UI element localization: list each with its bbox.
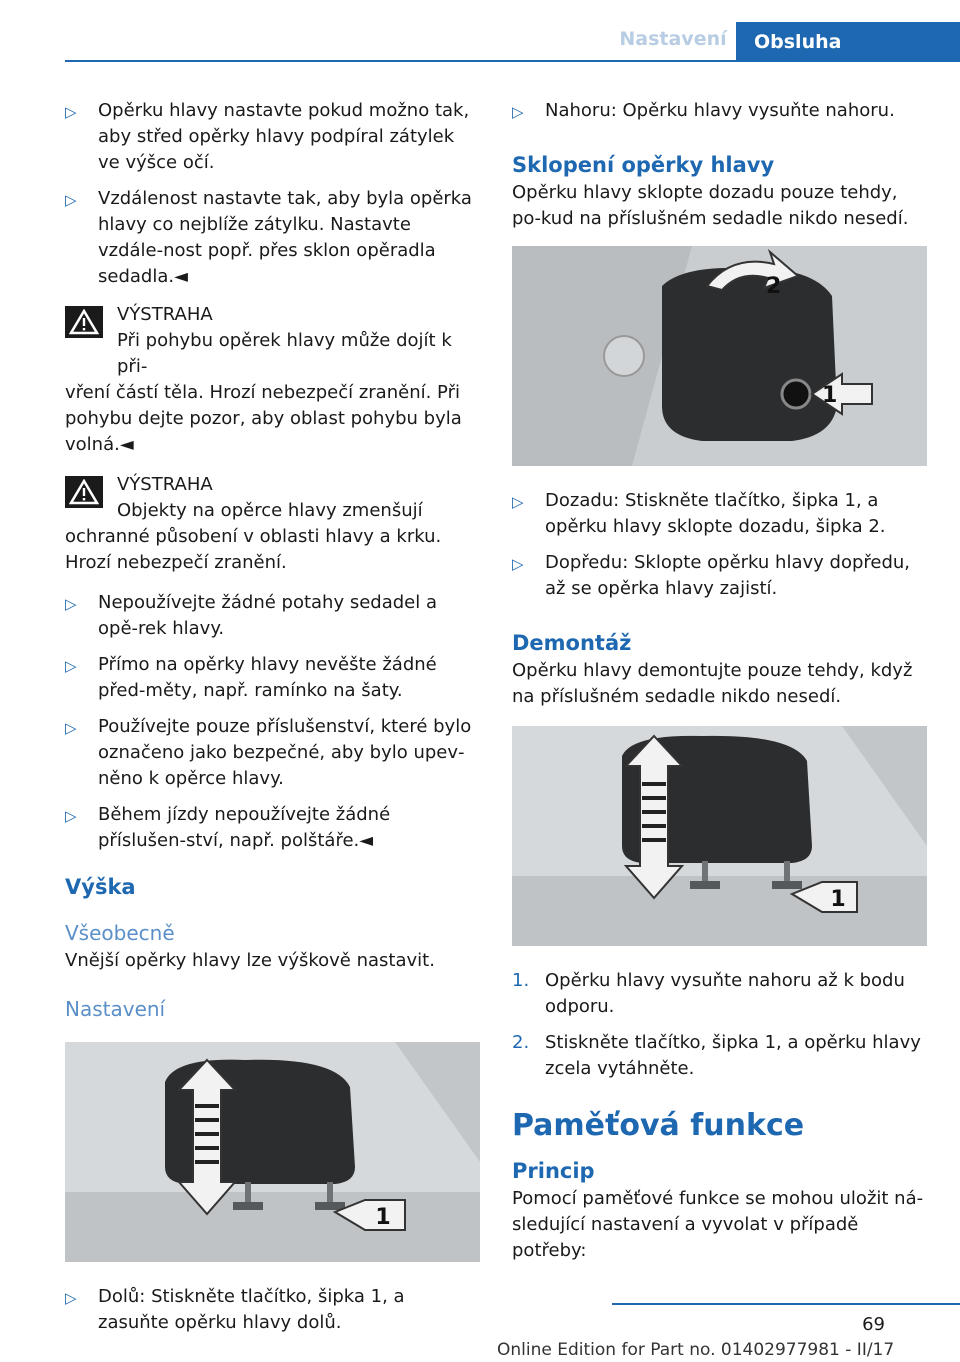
tab-section-nastaveni[interactable]: Nastavení — [619, 28, 727, 50]
paragraph-sklopeni: Opěrku hlavy sklopte dozadu pouze tehdy, po‐kud na příslušném sedadle nikdo nesedí. — [512, 182, 909, 229]
list-item: ▷ Během jízdy nepoužívejte žádné příslušen‐ství, např. polštáře.◄ — [65, 804, 391, 851]
heading-vyska: Výška — [65, 875, 136, 899]
warning-text-first: Při pohybu opěrek hlavy může dojít k při‐ — [117, 330, 452, 377]
paragraph-vseobecne: Vnější opěrky hlavy lze výškově nastavit. — [65, 950, 435, 971]
warning-text: vření částí těla. Hrozí nebezpečí zranění. Při pohybu dejte pozor, aby oblast pohybu byla volná.◄ — [65, 382, 462, 455]
triangle-right-icon: ▷ — [65, 595, 77, 613]
warning-block — [65, 472, 480, 576]
paragraph-princip: Pomocí paměťové funkce se mohou uložit ná‐sledující nastavení a vyvolat v případě potřeby: — [512, 1188, 924, 1261]
list-item: ▷ Přímo na opěrky hlavy nevěšte žádné před‐měty, např. ramínko na šaty. — [65, 654, 437, 701]
headrest-fold-figure — [512, 246, 927, 466]
figure-label-1: 1 — [830, 887, 846, 912]
figure-label-1: 1 — [375, 1205, 391, 1230]
list-item: 1. Opěrku hlavy vysuňte nahoru až k bodu odporu. — [512, 970, 905, 1017]
warning-triangle-icon — [65, 476, 103, 508]
page-number: 69 — [862, 1314, 885, 1335]
warning-block — [65, 302, 480, 458]
triangle-right-icon: ▷ — [65, 191, 77, 209]
heading-princip: Princip — [512, 1159, 595, 1183]
heading-nastaveni: Nastavení — [65, 997, 166, 1021]
heading-vseobecne: Všeobecně — [65, 921, 175, 945]
heading-demontaz: Demontáž — [512, 631, 632, 655]
warning-triangle-icon — [65, 306, 103, 338]
footer-rule — [612, 1303, 960, 1305]
heading-pametova-funkce: Paměťová funkce — [512, 1108, 805, 1143]
list-item: ▷ Dopředu: Sklopte opěrku hlavy dopředu, až se opěrka hlavy zajistí. — [512, 552, 911, 599]
paragraph-demontaz: Opěrku hlavy demontujte pouze tehdy, když na příslušném sedadle nikdo nesedí. — [512, 660, 913, 707]
left-column — [65, 98, 480, 1346]
figure-label-2: 2 — [766, 274, 782, 299]
tab-chapter-obsluha[interactable]: Obsluha — [736, 22, 960, 62]
triangle-right-icon: ▷ — [512, 103, 524, 121]
triangle-right-icon: ▷ — [65, 103, 77, 121]
headrest-height-figure — [65, 1042, 480, 1262]
list-item: ▷ Vzdálenost nastavte tak, aby byla opěrka hlavy co nejblíže zátylku. Nastavte vzdále‐nost popř. přes sklon opěradla sedadla.◄ — [65, 188, 472, 287]
triangle-right-icon: ▷ — [65, 719, 77, 737]
list-item: 2. Stiskněte tlačítko, šipka 1, a opěrku hlavy zcela vytáhněte. — [512, 1032, 921, 1079]
warning-title: VÝSTRAHA — [117, 474, 213, 495]
triangle-right-icon: ▷ — [65, 657, 77, 675]
right-column — [512, 98, 927, 1274]
list-item: ▷ Dolů: Stiskněte tlačítko, šipka 1, a zasuňte opěrku hlavy dolů. — [65, 1286, 405, 1333]
triangle-right-icon: ▷ — [512, 493, 524, 511]
list-item: ▷ Opěrku hlavy nastavte pokud možno tak, aby střed opěrky hlavy podpíral zátylek ve výšce očí. — [65, 100, 470, 173]
list-item: ▷ Nepoužívejte žádné potahy sedadel a opě‐rek hlavy. — [65, 592, 437, 639]
list-item: ▷ Nahoru: Opěrku hlavy vysuňte nahoru. — [512, 98, 927, 124]
warning-title: VÝSTRAHA — [117, 304, 213, 325]
headrest-removal-figure — [512, 726, 927, 946]
footer-edition: Online Edition for Part no. 01402977981 - II/17 — [497, 1340, 895, 1360]
list-item: ▷ Dozadu: Stiskněte tlačítko, šipka 1, a opěrku hlavy sklopte dozadu, šipka 2. — [512, 490, 886, 537]
list-item: ▷ Používejte pouze příslušenství, které bylo označeno jako bezpečné, aby bylo upev‐něno k opěrce hlavy. — [65, 716, 472, 789]
triangle-right-icon: ▷ — [65, 1289, 77, 1307]
warning-text-first: Objekty na opěrce hlavy zmenšují — [117, 500, 423, 521]
heading-sklopeni: Sklopení opěrky hlavy — [512, 153, 775, 177]
triangle-right-icon: ▷ — [65, 807, 77, 825]
warning-text: ochranné působení v oblasti hlavy a krku. Hrozí nebezpečí zranění. — [65, 526, 442, 573]
figure-label-1: 1 — [822, 383, 838, 408]
triangle-right-icon: ▷ — [512, 555, 524, 573]
